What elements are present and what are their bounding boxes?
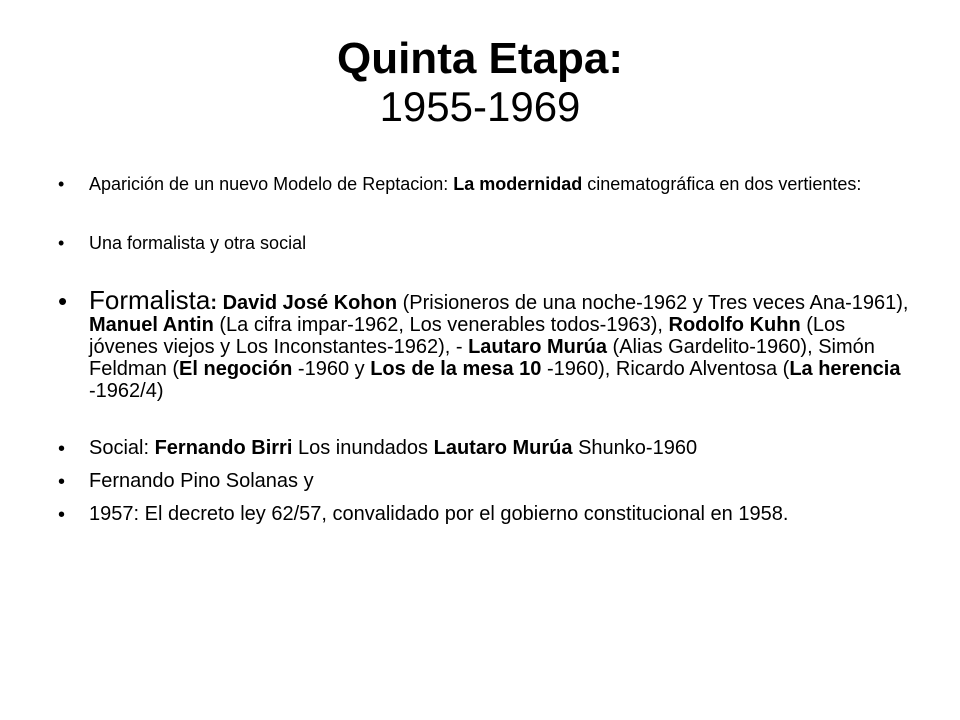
bullet-text: (Prisioneros de una noche-1962 y Tres veces Ana-1961), (397, 292, 909, 314)
bullet-text: (Alias Gardelito-1960), Simón Feldman ( (89, 336, 875, 380)
bullet-dot-icon: • (58, 438, 66, 460)
bullet-item-solanas (58, 470, 918, 492)
bullet-bold-text: El negoción (179, 358, 293, 380)
bullet-bold-text: Fernando Birri (154, 437, 293, 459)
bullet-text: -1960 y (292, 358, 371, 380)
bullet-text: -1962/4) (89, 380, 164, 402)
bullet-item-formalista (58, 285, 918, 402)
bullet-dot-icon: • (58, 233, 65, 253)
slide-title: Quinta Etapa: (336, 34, 624, 83)
bullet-list (58, 174, 918, 525)
bullet-lead-text: Formalista (89, 285, 211, 315)
bullet-item-decreto (58, 503, 918, 525)
bullet-item-social (58, 437, 918, 459)
bullet-text: -1960), Ricardo Alventosa ( (541, 358, 790, 380)
slide-subtitle: 1955-1969 (379, 83, 581, 131)
bullet-text: Aparición de un nuevo Modelo de Reptacion: (89, 174, 454, 194)
bullet-item-modernidad (58, 174, 918, 195)
bullet-bold-text: La herencia (789, 358, 901, 380)
bullet-text: Fernando Pino Solanas y (89, 470, 314, 492)
bullet-item-vertientes (58, 233, 918, 254)
bullet-dot-icon: • (58, 504, 66, 526)
bullet-dot-icon: • (58, 174, 65, 194)
bullet-bold-text: Rodolfo Kuhn (668, 314, 801, 336)
bullet-text: 1957: El decreto ley 62/57, convalidado por el gobierno constitucional en 1958. (89, 503, 789, 525)
bullet-text: Una formalista y otra social (89, 233, 307, 253)
bullet-bold-text: La modernidad (453, 174, 583, 194)
bullet-bold-text: David José Kohon (222, 292, 398, 314)
bullet-bold-text: Lautaro Murúa (468, 336, 607, 358)
bullet-bold-text: Manuel Antin (89, 314, 214, 336)
bullet-text: cinematográfica en dos vertientes: (582, 174, 862, 194)
bullet-bold-text: Lautaro Murúa (433, 437, 573, 459)
bullet-text: Los inundados (292, 437, 434, 459)
bullet-text: Shunko-1960 (572, 437, 698, 459)
bullet-bold-text: Los de la mesa 10 (370, 358, 542, 380)
bullet-text: Social: (89, 437, 155, 459)
slide-title-block (0, 34, 960, 130)
bullet-text: (La cifra impar-1962, Los venerables todos-1963), (213, 314, 669, 336)
bullet-dot-icon: • (58, 471, 66, 493)
bullet-bold-text: : (210, 292, 223, 314)
bullet-text: (Los jóvenes viejos y Los Inconstantes-1962), - (89, 314, 846, 358)
bullet-dot-icon: • (58, 286, 68, 316)
